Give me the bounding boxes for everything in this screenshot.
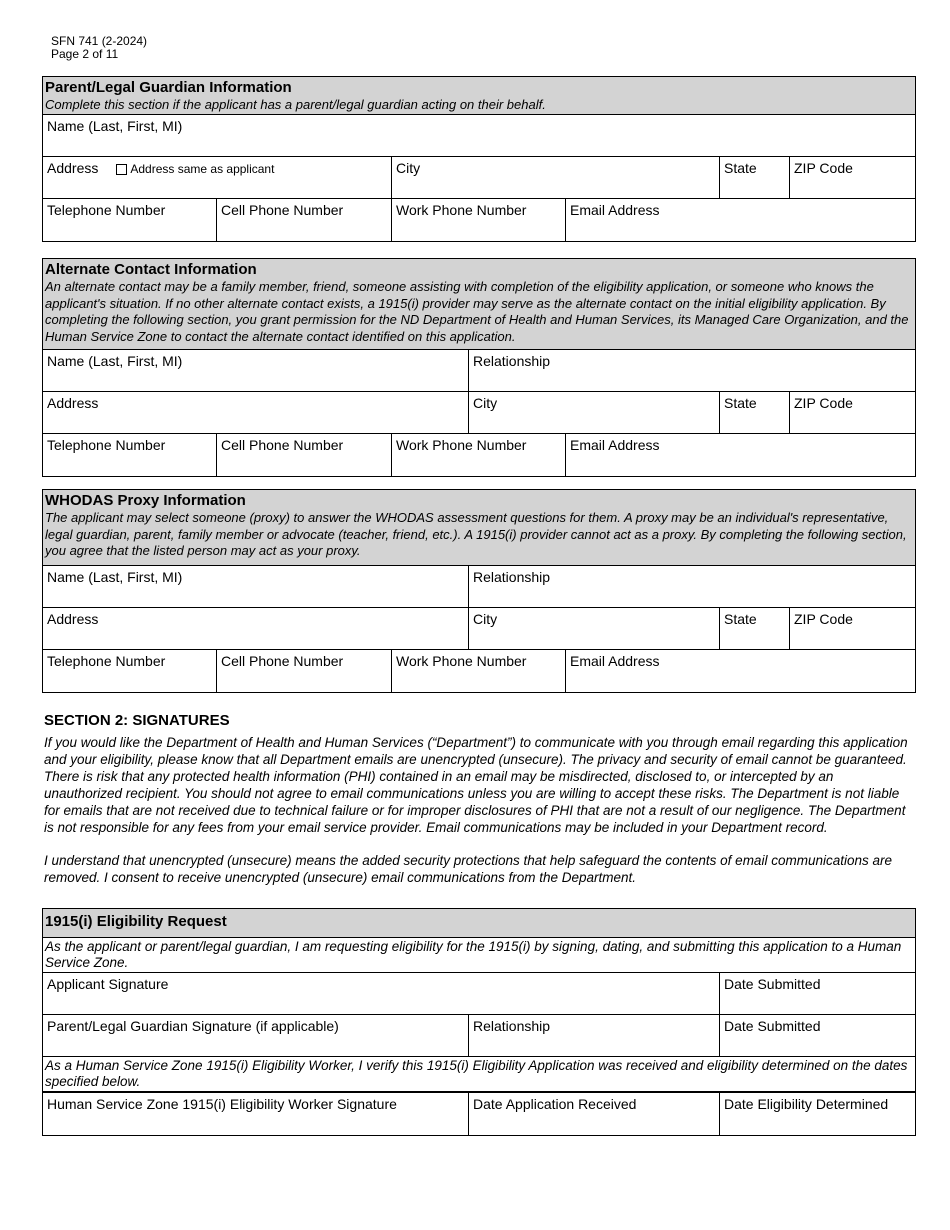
field-label: Work Phone Number [396, 202, 527, 218]
alternate-desc: An alternate contact may be a family member, friend, someone assisting with completion of the eligibility application, or someone who knows the applicant's situation. If no other alternate contact exists, a 1915(i) provider may serve as the alternate contact on the initial eligibility application. By completing the following section, you grant permission for the ND Department of Health and Human Services, its Managed Care Organization, and the Human Service Zone to contact the alternate contact identified on this application. [45, 279, 909, 344]
field-label: Date Submitted [724, 1018, 821, 1034]
field-label: City [396, 160, 421, 176]
field-label: Work Phone Number [396, 653, 527, 669]
whodas-zip-field[interactable] [790, 608, 915, 649]
field-label: Name (Last, First, MI) [47, 569, 183, 585]
eligibility-section [42, 908, 916, 1136]
field-label: Relationship [473, 1018, 551, 1034]
field-label: Name (Last, First, MI) [47, 118, 183, 134]
guardian-work-field[interactable] [392, 199, 566, 241]
field-label: Applicant Signature [47, 976, 169, 992]
field-label: Telephone Number [47, 653, 166, 669]
field-label: City [473, 395, 498, 411]
guardian-section [42, 76, 916, 242]
field-label: Cell Phone Number [221, 437, 344, 453]
alternate-name-field[interactable] [43, 350, 469, 391]
guardian-relationship-field[interactable] [469, 1015, 720, 1056]
alternate-band [43, 259, 915, 350]
alternate-state-field[interactable] [720, 392, 790, 433]
whodas-telephone-field[interactable] [43, 650, 217, 692]
field-label: State [724, 160, 757, 176]
email-consent: I understand that unencrypted (unsecure) means the added security protections that help safeguard the contents of email communications are removed. I consent to receive unencrypted (unsecure) email communications from the Department. [44, 853, 892, 885]
field-label: Date Submitted [724, 976, 821, 992]
eligibility-band [43, 909, 915, 938]
whodas-section [42, 489, 916, 693]
alternate-title: Alternate Contact Information [45, 261, 257, 278]
field-label: Date Application Received [473, 1096, 637, 1112]
form-id: SFN 741 (2-2024) [51, 34, 148, 48]
date-received-field[interactable] [469, 1093, 720, 1135]
alternate-email-field[interactable] [566, 434, 915, 476]
alternate-section [42, 258, 916, 477]
field-label: Date Eligibility Determined [724, 1096, 889, 1112]
whodas-relationship-field[interactable] [469, 566, 915, 607]
whodas-city-field[interactable] [469, 608, 720, 649]
guardian-band [43, 77, 915, 115]
applicant-statement: As the applicant or parent/legal guardian, I am requesting eligibility for the 1915(i) by signing, dating, and submitting this application to a Human Service Zone. [43, 938, 915, 973]
page-number: Page 2 of 11 [51, 47, 119, 61]
same-address-label: Address same as applicant [130, 162, 275, 176]
applicant-signature-field[interactable] [43, 973, 720, 1014]
guardian-zip-field[interactable] [790, 157, 915, 198]
field-label: Address [47, 611, 99, 627]
whodas-cell-field[interactable] [217, 650, 392, 692]
alternate-address-field[interactable] [43, 392, 469, 433]
alternate-work-field[interactable] [392, 434, 566, 476]
field-label: Email Address [570, 653, 660, 669]
alternate-telephone-field[interactable] [43, 434, 217, 476]
whodas-address-field[interactable] [43, 608, 469, 649]
field-label: ZIP Code [794, 611, 853, 627]
field-label: Relationship [473, 353, 551, 369]
field-label: Address [47, 160, 99, 176]
whodas-name-field[interactable] [43, 566, 469, 607]
guardian-cell-field[interactable] [217, 199, 392, 241]
date-submitted-field[interactable] [720, 973, 915, 1014]
field-label: State [724, 395, 757, 411]
eligibility-title: 1915(i) Eligibility Request [45, 913, 227, 930]
email-disclaimer: If you would like the Department of Health and Human Services (“Department”) to communicate with you through email regarding this application and your eligibility, please know that all Department emails are unencrypted (unsecure). The privacy and security of email cannot be guaranteed. There is risk that any protected health information (PHI) contained in an email may be misdirected, disclosed to, or intercepted by an unauthorized recipient. You should not agree to email communications unless you are willing to accept these risks. The Department is not liable for emails that are not received due to technical failure or for improper disclosures of PHI that are not a result of our negligence. The Department is not responsible for any fees from your email service provider. Email communications may be included in your Department record. [44, 735, 908, 835]
whodas-email-field[interactable] [566, 650, 915, 692]
section2-heading: SECTION 2: SIGNATURES [44, 712, 230, 729]
whodas-state-field[interactable] [720, 608, 790, 649]
whodas-title: WHODAS Proxy Information [45, 492, 246, 509]
field-label: ZIP Code [794, 395, 853, 411]
guardian-email-field[interactable] [566, 199, 915, 241]
whodas-desc: The applicant may select someone (proxy) to answer the WHODAS assessment questions for them. A proxy may be an individual's representative, legal guardian, parent, family member or advocate (teacher, friend, etc.). A 1915(i) provider cannot act as a proxy. By completing the following section, you agree that the listed person may act as your proxy. [45, 510, 907, 558]
field-label: State [724, 611, 757, 627]
worker-signature-field[interactable] [43, 1093, 469, 1135]
guardian-signature-field[interactable] [43, 1015, 469, 1056]
field-label: Telephone Number [47, 202, 166, 218]
guardian-state-field[interactable] [720, 157, 790, 198]
field-label: Human Service Zone 1915(i) Eligibility Worker Signature [47, 1096, 397, 1112]
field-label: Telephone Number [47, 437, 166, 453]
field-label: City [473, 611, 498, 627]
alternate-relationship-field[interactable] [469, 350, 915, 391]
guardian-telephone-field[interactable] [43, 199, 217, 241]
guardian-title: Parent/Legal Guardian Information [45, 79, 292, 96]
field-label: Address [47, 395, 99, 411]
field-label: Work Phone Number [396, 437, 527, 453]
field-label: Cell Phone Number [221, 202, 344, 218]
worker-statement: As a Human Service Zone 1915(i) Eligibility Worker, I verify this 1915(i) Eligibility Application was received and eligibility determined on the dates specified below. [43, 1057, 915, 1093]
field-label: Email Address [570, 202, 660, 218]
guardian-address-field[interactable] [43, 157, 392, 198]
whodas-band [43, 490, 915, 566]
alternate-cell-field[interactable] [217, 434, 392, 476]
field-label: Parent/Legal Guardian Signature (if applicable) [47, 1018, 339, 1034]
date-determined-field[interactable] [720, 1093, 915, 1135]
alternate-zip-field[interactable] [790, 392, 915, 433]
whodas-work-field[interactable] [392, 650, 566, 692]
section2-signatures [44, 712, 914, 886]
form-header [51, 35, 147, 61]
field-label: Relationship [473, 569, 551, 585]
guardian-desc: Complete this section if the applicant has a parent/legal guardian acting on their behalf. [45, 97, 546, 112]
guardian-date-submitted-field[interactable] [720, 1015, 915, 1056]
guardian-name-field[interactable] [43, 115, 915, 156]
field-label: Cell Phone Number [221, 653, 344, 669]
alternate-city-field[interactable] [469, 392, 720, 433]
guardian-city-field[interactable] [392, 157, 720, 198]
field-label: Email Address [570, 437, 660, 453]
field-label: ZIP Code [794, 160, 853, 176]
field-label: Name (Last, First, MI) [47, 353, 183, 369]
same-address-checkbox[interactable] [116, 164, 127, 175]
